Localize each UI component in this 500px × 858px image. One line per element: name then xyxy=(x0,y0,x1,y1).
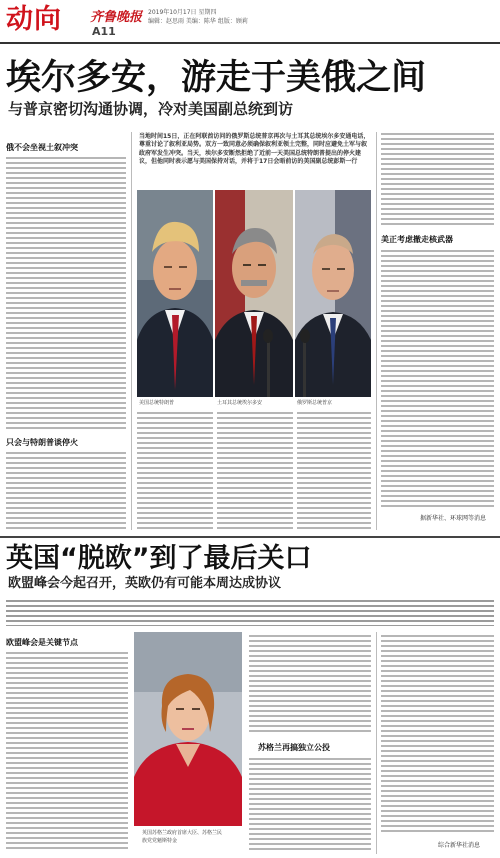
header-rule xyxy=(0,42,500,44)
section-title: 动向 xyxy=(6,4,62,35)
photo-trump xyxy=(137,190,213,397)
photo-putin xyxy=(295,190,371,397)
story2-body-mid-lower xyxy=(249,758,371,852)
story1-body-col2 xyxy=(137,412,213,530)
story1-section-head-2: 只会与特朗普谈停火 xyxy=(6,438,78,447)
story2-section-head-1: 欧盟峰会是关键节点 xyxy=(6,638,78,647)
story1-headline: 埃尔多安，游走于美俄之间 xyxy=(6,58,427,98)
story2-section-head-2: 苏格兰再搞独立公投 xyxy=(258,743,330,752)
story1-section-head-3: 美正考虑撤走核武器 xyxy=(381,235,453,244)
page-number: A11 xyxy=(92,25,116,38)
editor-line: 编辑：赵思雨 美编：陈华 组版：顾莉 xyxy=(148,18,248,25)
newspaper-logo: 齐鲁晚报 xyxy=(90,10,143,25)
caption-sturgeon-line1: 英国苏格兰政府首席大臣、苏格兰民 xyxy=(142,830,223,836)
story2-subheadline: 欧盟峰会今起召开，英欧仍有可能本周达成协议 xyxy=(8,576,282,591)
story2-body-left xyxy=(6,652,128,852)
story1-body-left-lower xyxy=(6,452,126,530)
caption-trump: 美国总统特朗普 xyxy=(139,400,175,406)
story1-body-right-lower xyxy=(381,250,494,508)
story1-body-col3 xyxy=(217,412,293,530)
caption-putin: 俄罗斯总统普京 xyxy=(297,400,333,406)
story1-source: 据新华社、环球网等消息 xyxy=(420,515,487,522)
caption-sturgeon-line2: 族党党魁斯特金 xyxy=(142,838,178,844)
story1-subheadline: 与普京密切沟通协调，冷对美国副总统到访 xyxy=(8,100,294,118)
story2-headline: 英国“脱欧”到了最后关口 xyxy=(6,543,312,574)
photo-sturgeon xyxy=(134,632,242,826)
story1-section-head-1: 俄不会坐视土叙冲突 xyxy=(6,143,78,152)
photo-erdogan xyxy=(215,190,293,397)
story2-body-right xyxy=(381,635,494,833)
story1-lead: 当地时间15日，正在阿联酋访问的俄罗斯总统普京再次与土耳其总统埃尔多安通电话，尊重讨论了叙利亚局势。双方一致同意必须确保叙利亚领土完整，同时应避免土军与叙政府军发生冲突。当天，埃尔多安断然拒绝了近前一天美国总统特朗普提出的停火建议，但他同时表示愿与美国保持对话，并将于17日会晤前访的美国副总统彭斯一行 xyxy=(139,133,370,166)
story1-body-right-upper xyxy=(381,133,494,228)
caption-erdogan: 土耳其总统埃尔多安 xyxy=(217,400,263,406)
story1-body-col4 xyxy=(297,412,371,530)
story1-body-left-upper xyxy=(6,157,126,432)
story2-source: 综合新华社消息 xyxy=(438,842,481,849)
story-divider xyxy=(0,536,500,538)
story2-lead xyxy=(6,600,494,626)
story2-body-mid-upper xyxy=(249,635,371,735)
date-line: 2019年10月17日 星期四 xyxy=(148,9,217,16)
